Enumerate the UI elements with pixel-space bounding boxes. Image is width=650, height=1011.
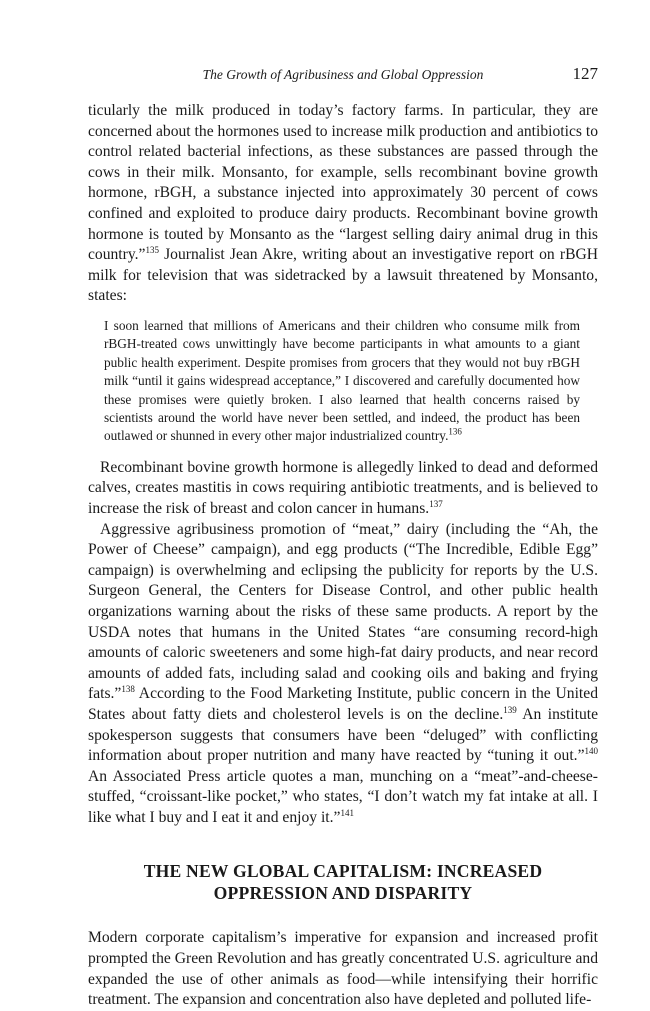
page-number: 127 <box>572 64 598 83</box>
running-header <box>88 64 598 86</box>
footnote-ref: 137 <box>429 498 443 509</box>
running-title: The Growth of Agribusiness and Global Oppression <box>202 67 484 82</box>
section-heading <box>88 860 598 904</box>
section-heading-line: THE NEW GLOBAL CAPITALISM: INCREASED <box>143 861 543 882</box>
quote-text: I soon learned that millions of Americans and their children who consume milk from rBGH-treated cows unwittingly have become participants in what amounts to a giant public health experiment. Despite promises from grocers that they would not buy rBGH milk “until it gains widespread acceptance,” I discovered and carefully documented how these promises were quietly broken. I also learned that health concerns raised by scientists around the world have never been settled, and indeed, the product has been outlawed or shunned in every other major industrialized country. <box>104 317 580 444</box>
paragraph-text: Recombinant bovine growth hormone is allegedly linked to dead and deformed calves, creates mastitis in cows requiring antibiotic treatments, and is believed to increase the risk of breast and colon cancer in humans. <box>88 458 598 517</box>
paragraph-text: According to the Food Marketing Institute, public concern in the United States about fatty diets and cholesterol levels is on the decline. <box>88 685 598 723</box>
paragraph-continued <box>88 101 598 307</box>
paragraph <box>88 928 598 1010</box>
block-quote <box>104 317 580 446</box>
paragraph-text: Journalist Jean Akre, writing about an investigative report on rBGH milk for television that was sidetracked by a lawsuit threatened by Monsanto, states: <box>88 246 598 305</box>
paragraph-text: An institute spokesperson suggests that consumers have been “deluged” with conflicting information about proper nutrition and many have reacted by “tuning it out.” <box>88 705 599 765</box>
paragraph-text: An Associated Press article quotes a man, munching on a “meat”-and-cheese-stuffed, “croissant-like pocket,” who states, “I don’t watch my fat intake at all. I like what I buy and I eat it and enjoy it.” <box>88 767 598 826</box>
section-heading-line: OPPRESSION AND DISPARITY <box>213 883 473 904</box>
footnote-ref: 138 <box>121 684 135 695</box>
paragraph-text: Aggressive agribusiness promotion of “meat,” dairy (including the “Ah, the Power of Cheese” campaign), and egg products (“The Incredible, Edible Egg” campaign) is overwhelming and eclipsing the publicity for reports by the U.S. Surgeon General, the Centers for Disease Control, and other public health organizations warning about the risks of these same products. A report by the USDA notes that humans in the United States “are consuming record-high amounts of caloric sweeteners and some high-fat dairy products, and near record amounts of added fats, including salad and cooking oils and baking and frying fats.” <box>88 520 598 703</box>
footnote-ref: 135 <box>145 244 159 255</box>
footnote-ref: 136 <box>448 426 462 437</box>
footnote-ref: 139 <box>503 704 517 715</box>
paragraph <box>88 458 598 520</box>
body-text <box>88 101 598 1011</box>
paragraph <box>88 520 598 829</box>
paragraph-text: ticularly the milk produced in today’s factory farms. In particular, they are concerned about the hormones used to increase milk production and antibiotics to control related bacterial infections, as these substances are passed through the cows in their milk. Monsanto, for example, sells recombinant bovine growth hormone, rBGH, a substance injected into approximately 30 percent of cows confined and exploited to produce dairy products. Recombinant bovine growth hormone is touted by Monsanto as the “largest selling dairy animal drug in this country.” <box>88 102 598 264</box>
footnote-ref: 140 <box>584 745 598 756</box>
footnote-ref: 141 <box>340 807 354 818</box>
paragraph-text: Modern corporate capitalism’s imperative for expansion and increased profit prompted the Green Revolution and has greatly concentrated U.S. agriculture and expanded the use of other animals as food—while intensifying their horrific treatment. The expansion and concentration also have depleted and polluted life- <box>88 929 598 1009</box>
